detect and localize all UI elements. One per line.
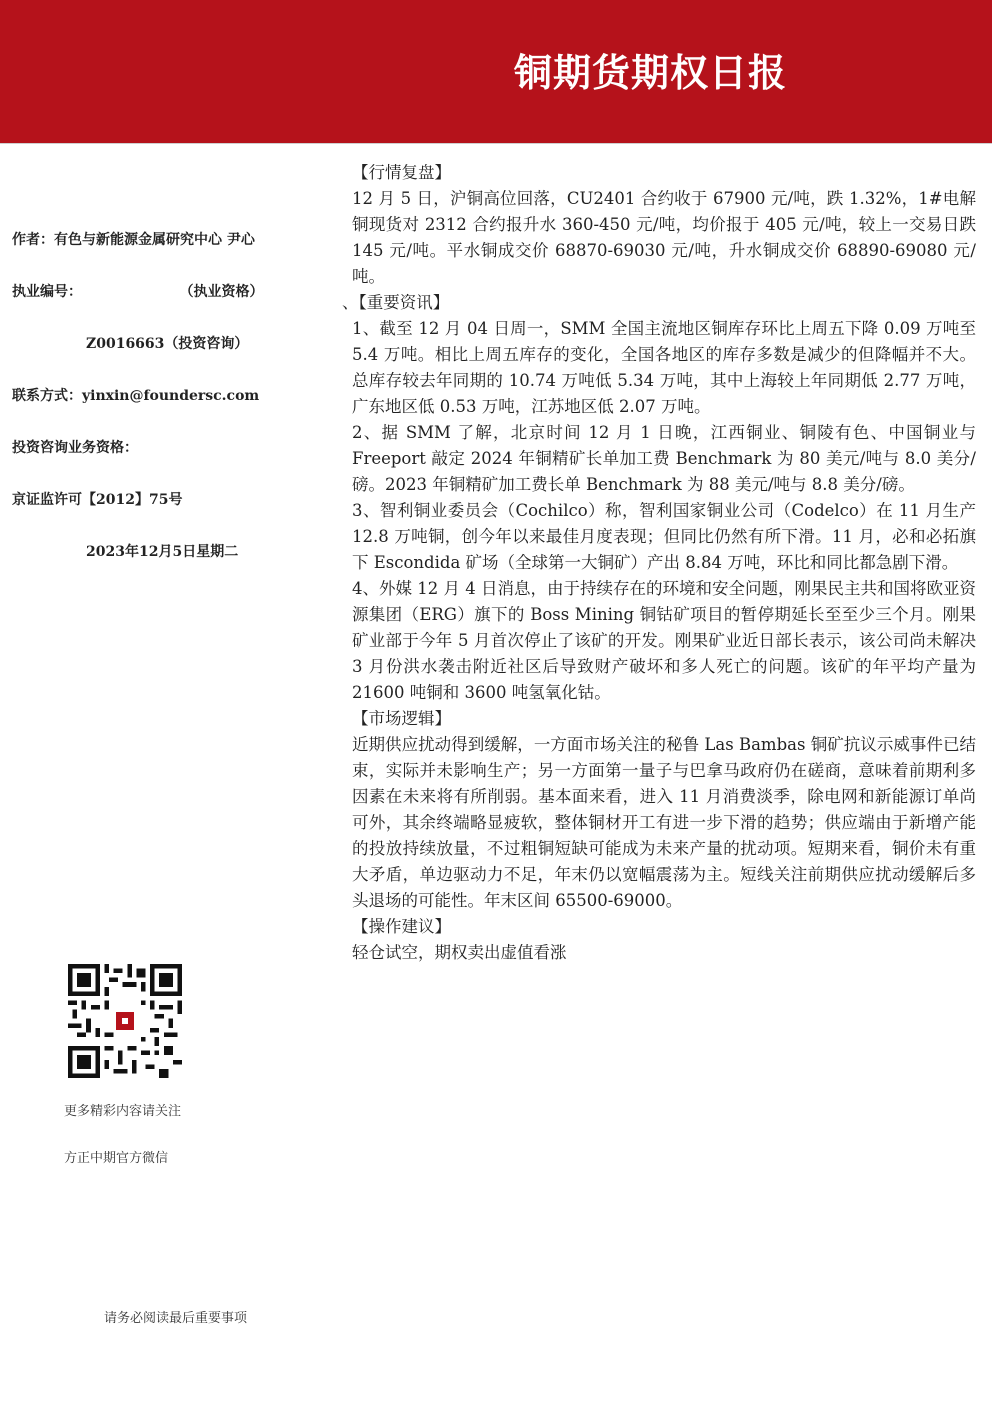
page-title: 铜期货期权日报 [514,51,788,95]
review-paragraph: 12 月 5 日，沪铜高位回落，CU2401 合约收于 67900 元/吨，跌 1.32%，1#电解铜现货对 2312 合约报升水 360-450 元/吨，均价报于 405 元/吨，较上一交易日跌 145 元/吨。平水铜成交价 68870-69030 元/吨，升水铜成交价 68890-69080 元/吨。 [352,189,976,286]
qr-code-icon [68,964,182,1078]
author-line: 作者：有色与新能源金属研究中心 尹心 [12,232,255,248]
permit-line: 京证监许可【2012】75号 [12,492,183,508]
report-body [342,160,976,966]
news-item-1: 1、截至 12 月 04 日周一，SMM 全国主流地区铜库存环比上周五下降 0.09 万吨至 5.4 万吨。相比上周五库存的变化，全国各地区的库存多数是减少的但降幅并不大。总库存较去年同期的 10.74 万吨低 5.34 万吨，其中上海较上年同期低 2.77 万吨，广东地区低 0.53 万吨，江苏地区低 2.07 万吨。 [352,319,976,416]
report-date: 2023年12月5日星期二 [86,544,239,560]
section-heading-logic: 【市场逻辑】 [352,709,451,728]
qr-caption-follow: 更多精彩内容请关注 [64,1104,182,1119]
header-banner [0,0,992,143]
news-item-2: 2、据 SMM 了解，北京时间 12 月 1 日晚，江西铜业、铜陵有色、中国铜业与 Freeport 敲定 2024 年铜精矿长单加工费 Benchmark 为 80 美元/吨与 8.0 美分/磅。2023 年铜精矿加工费长单 Benchmark 为 88 美元/吨与 8.8 美分/磅。 [352,423,976,494]
disclaimer-note: 请务必阅读最后重要事项 [104,1311,248,1326]
section-heading-review: 【行情复盘】 [352,163,451,182]
section-heading-advice: 【操作建议】 [352,917,451,936]
section-heading-news: 、【重要资讯】 [342,293,450,312]
qualification-line: 投资咨询业务资格： [12,440,138,456]
header-divider [0,143,992,144]
qr-caption-wechat: 方正中期官方微信 [64,1151,169,1166]
license-number: Z0016663（投资咨询） [86,336,249,352]
contact-line: 联系方式：yinxin@foundersc.com [12,388,260,404]
logic-paragraph: 近期供应扰动得到缓解，一方面市场关注的秘鲁 Las Bambas 铜矿抗议示威事件已结束，实际并未影响生产；另一方面第一量子与巴拿马政府仍在磋商，意味着前期利多因素在未来将有所削弱。基本面来看，进入 11 月消费淡季，除电网和新能源订单尚可外，其余终端略显疲软，整体铜材开工有进一步下滑的趋势；供应端由于新增产能的投放持续放量，不过粗铜短缺可能成为未来产量的扰动项。短期来看，铜价未有重大矛盾，单边驱动力不足，年末仍以宽幅震荡为主。短线关注前期供应扰动缓解后多头退场的可能性。年末区间 65500-69000。 [352,735,976,910]
news-item-3: 3、智利铜业委员会（Cochilco）称，智利国家铜业公司（Codelco）在 11 月生产 12.8 万吨铜，创今年以来最佳月度表现；但同比仍然有所下滑。11 月，必和必拓旗下 Escondida 矿场（全球第一大铜矿）产出 8.84 万吨，环比和同比都急剧下滑。 [352,501,976,572]
news-item-4: 4、外媒 12 月 4 日消息，由于持续存在的环境和安全问题，刚果民主共和国将欧亚资源集团（ERG）旗下的 Boss Mining 铜钴矿项目的暂停期延长至至少三个月。刚果矿业部于今年 5 月首次停止了该矿的开发。刚果矿业近日部长表示，该公司尚未解决 3 月份洪水袭击附近社区后导致财产破坏和多人死亡的问题。该矿的年平均产量为 21600 吨铜和 3600 吨氢氧化钴。 [352,579,976,702]
license-label: 执业编号： （执业资格） [12,284,264,300]
advice-paragraph: 轻仓试空，期权卖出虚值看涨 [352,943,567,962]
